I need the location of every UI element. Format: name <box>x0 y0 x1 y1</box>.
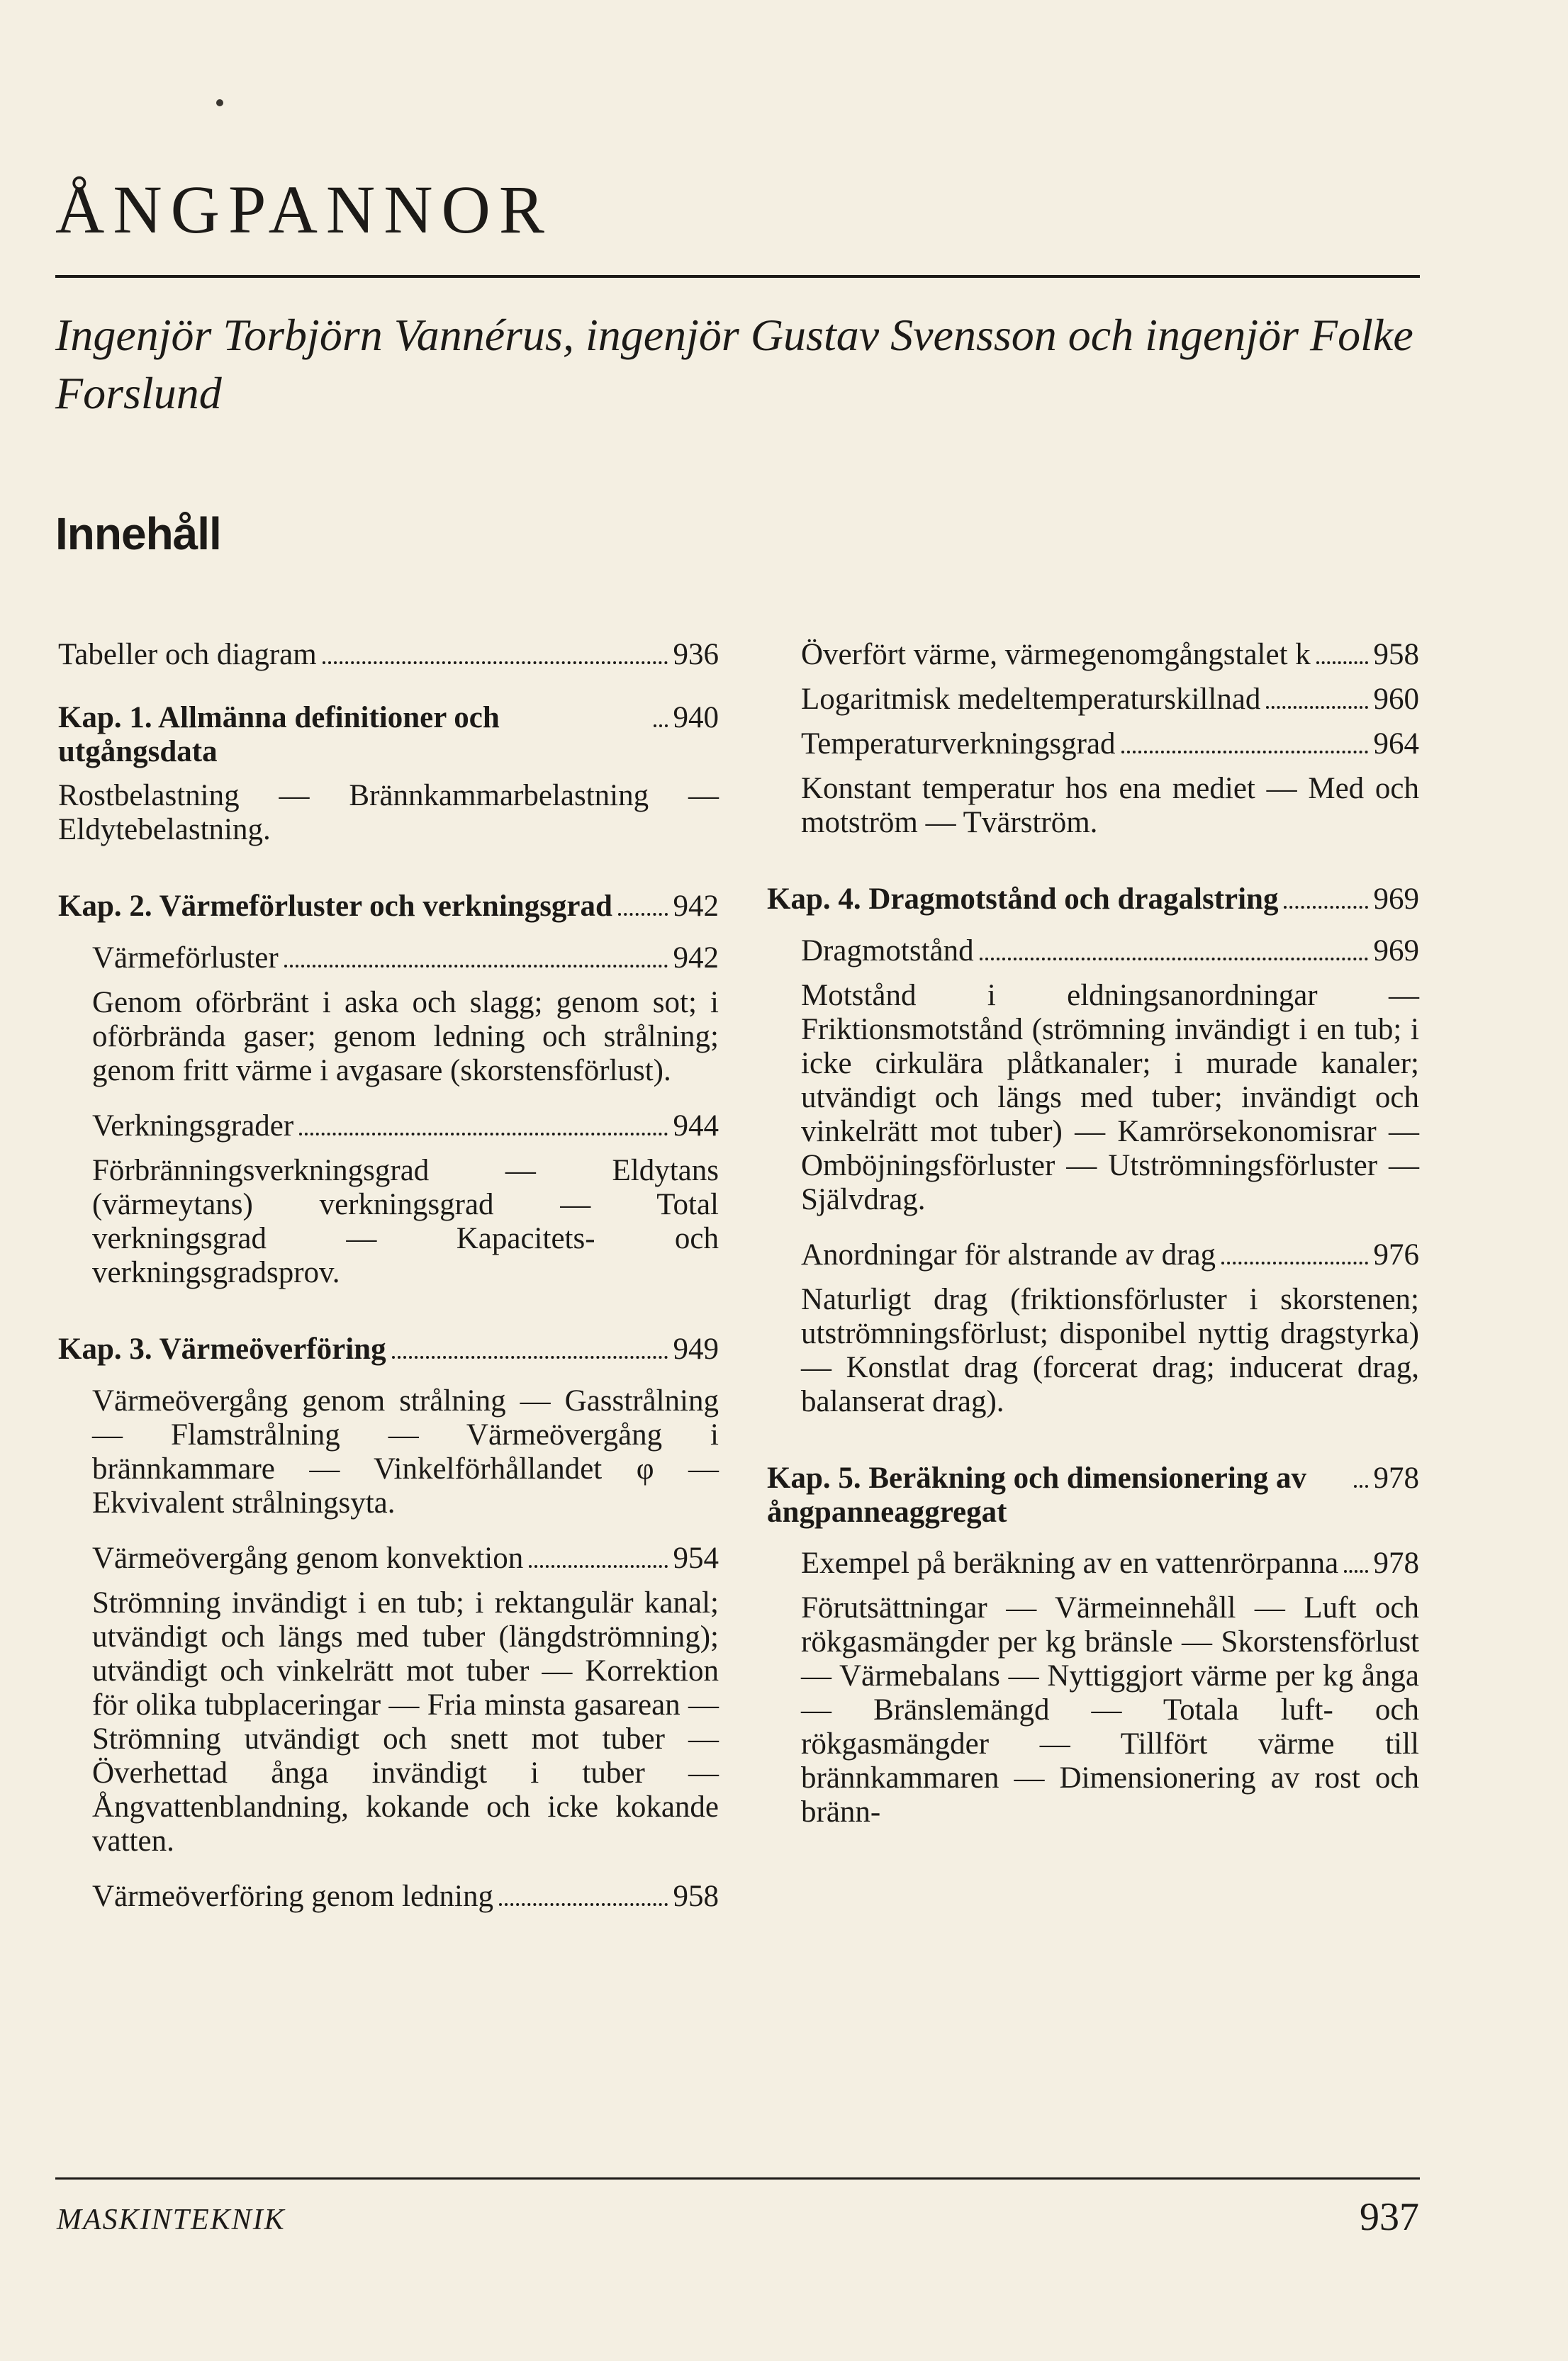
leader-dots <box>284 965 668 968</box>
toc-entry-title: Överfört värme, värmegenomgångstalet k <box>801 638 1311 671</box>
toc-chapter[interactable] <box>767 1462 1419 1530</box>
toc-page-number: 964 <box>1373 727 1419 761</box>
toc-entry[interactable] <box>801 683 1419 717</box>
toc-entry-title: Dragmotstånd <box>801 934 974 968</box>
toc-description: Naturligt drag (friktionsförluster i skorstenen; utströmningsförlust; disponibel nyttig dragstyrka) — Konstlat drag (forcerat drag; inducerat drag, balanserat drag). <box>801 1283 1419 1418</box>
toc-chapter-title: Kap. 5. Beräkning och dimensionering av ångpanneaggregat <box>767 1462 1306 1529</box>
toc-description: Värmeövergång genom strålning — Gasstrålning — Flamstrålning — Värmeövergång i brännkammare — Vinkelförhållandet φ — Ekvivalent strålningsyta. <box>92 1384 719 1520</box>
toc-page-number: 940 <box>673 701 719 734</box>
toc-page-number: 958 <box>1373 638 1419 671</box>
toc-left-column <box>58 638 719 1924</box>
toc-chapter-title: Kap. 4. Dragmotstånd och dragalstring <box>767 882 1279 916</box>
toc-entry-title: Exempel på beräkning av en vattenrörpanna <box>801 1547 1339 1580</box>
leader-dots <box>980 958 1368 960</box>
running-footer: MASKINTEKNIK <box>57 2204 286 2236</box>
leader-dots <box>529 1565 667 1568</box>
toc-page-number: 942 <box>673 890 719 923</box>
leader-dots <box>299 1133 667 1135</box>
title-rule <box>55 275 1420 278</box>
toc-entry[interactable] <box>92 1109 719 1144</box>
toc-chapter-title: Kap. 1. Allmänna definitioner och utgångsdata <box>58 701 500 768</box>
leader-dots <box>1316 661 1368 664</box>
toc-chapter[interactable] <box>767 882 1419 917</box>
toc-entry[interactable] <box>92 941 719 976</box>
toc-entry[interactable] <box>801 638 1419 673</box>
toc-entry-title: Verkningsgrader <box>92 1109 294 1143</box>
toc-chapter[interactable] <box>58 890 719 924</box>
leader-dots <box>1284 906 1367 909</box>
toc-entry-title: Värmeförluster <box>92 941 279 975</box>
toc-entry-title: Värmeöverföring genom ledning <box>92 1880 493 1913</box>
leader-dots <box>654 724 668 727</box>
leader-dots <box>618 913 668 916</box>
toc-entry[interactable] <box>92 1542 719 1576</box>
toc-page-number: 942 <box>673 941 719 975</box>
toc-page-number: 960 <box>1373 683 1419 716</box>
toc-entry[interactable] <box>801 1238 1419 1273</box>
toc-page-number: 976 <box>1373 1238 1419 1272</box>
toc-entry[interactable] <box>801 934 1419 969</box>
chapter-title: ÅNGPANNOR <box>55 172 553 247</box>
toc-entry[interactable] <box>801 727 1419 762</box>
ink-dot <box>216 99 223 106</box>
toc-description: Strömning invändigt i en tub; i rektangulär kanal; utvändigt och längs med tuber (längdströmning); utvändigt och vinkelrätt mot tuber — Korrektion för olika tubplaceringar — Fria minsta gasarean — Strömning utvändigt och snett mot tuber — Överhettad ånga invändigt i tuber — Ångvattenblandning, kokande och icke kokande vatten. <box>92 1586 719 1858</box>
toc-page-number: 969 <box>1373 934 1419 968</box>
leader-dots <box>1266 706 1367 709</box>
leader-dots <box>1354 1485 1368 1488</box>
toc-description: Rostbelastning — Brännkammarbelastning — Eldytebelastning. <box>58 779 719 846</box>
toc-chapter-title: Kap. 2. Värmeförluster och verkningsgrad <box>58 890 612 923</box>
leader-dots <box>323 661 668 664</box>
leader-dots <box>392 1356 668 1359</box>
toc-description: Förutsättningar — Värmeinnehåll — Luft och rökgasmängder per kg bränsle — Skorstensförlust — Värmebalans — Nyttiggjort värme per kg ånga — Bränslemängd — Totala luft- och rökgasmängder — Tillfört värme till brännkammaren — Dimensionering av rost och bränn- <box>801 1591 1419 1829</box>
toc-page-number: 969 <box>1373 882 1419 916</box>
toc-entry[interactable] <box>58 638 719 673</box>
toc-entry-title: Logaritmisk medeltemperaturskillnad <box>801 683 1261 716</box>
toc-entry-title: Anordningar för alstrande av drag <box>801 1238 1216 1272</box>
toc-chapter[interactable] <box>58 1333 719 1367</box>
toc-entry[interactable] <box>92 1880 719 1914</box>
toc-description: Förbränningsverkningsgrad — Eldytans (värmeytans) verkningsgrad — Total verkningsgrad — Kapacitets- och verkningsgradsprov. <box>92 1154 719 1289</box>
toc-page-number: 978 <box>1373 1462 1419 1495</box>
toc-entry-title: Temperaturverkningsgrad <box>801 727 1116 761</box>
toc-page-number: 936 <box>673 638 719 671</box>
toc-chapter-title: Kap. 3. Värmeöverföring <box>58 1333 386 1366</box>
toc-description: Genom oförbränt i aska och slagg; genom sot; i oförbrända gaser; genom ledning och strålning; genom fritt värme i avgasare (skorstensförlust). <box>92 986 719 1087</box>
toc-description: Konstant temperatur hos ena mediet — Med och motström — Tvärström. <box>801 772 1419 839</box>
toc-entry[interactable] <box>801 1547 1419 1581</box>
footer-rule <box>55 2177 1420 2180</box>
toc-right-column <box>767 638 1419 1851</box>
leader-dots <box>1221 1262 1367 1264</box>
leader-dots <box>1121 751 1368 753</box>
toc-page-number: 954 <box>673 1542 719 1575</box>
toc-entry-title: Tabeller och diagram <box>58 638 317 671</box>
toc-description: Motstånd i eldningsanordningar — Friktionsmotstånd (strömning invändigt i en tub; i icke cirkulära plåtkanaler; i murade kanaler; utvändigt och längs med tuber; invändigt och vinkelrätt mot tuber) — Kamrörsekonomisrar — Omböjningsförluster — Utströmningsförluster — Självdrag. <box>801 979 1419 1216</box>
toc-entry-title: Värmeövergång genom konvektion <box>92 1542 524 1575</box>
toc-page-number: 958 <box>673 1880 719 1913</box>
authors: Ingenjör Torbjörn Vannérus, ingenjör Gustav Svensson och ingenjör Folke Forslund <box>55 310 1413 418</box>
leader-dots <box>499 1903 668 1906</box>
toc-chapter[interactable] <box>58 701 719 769</box>
toc-page-number: 949 <box>673 1333 719 1366</box>
toc-page-number: 978 <box>1373 1547 1419 1580</box>
leader-dots <box>1344 1570 1367 1573</box>
page-number: 937 <box>1360 2195 1419 2239</box>
toc-page-number: 944 <box>673 1109 719 1143</box>
contents-heading: Innehåll <box>55 508 221 559</box>
